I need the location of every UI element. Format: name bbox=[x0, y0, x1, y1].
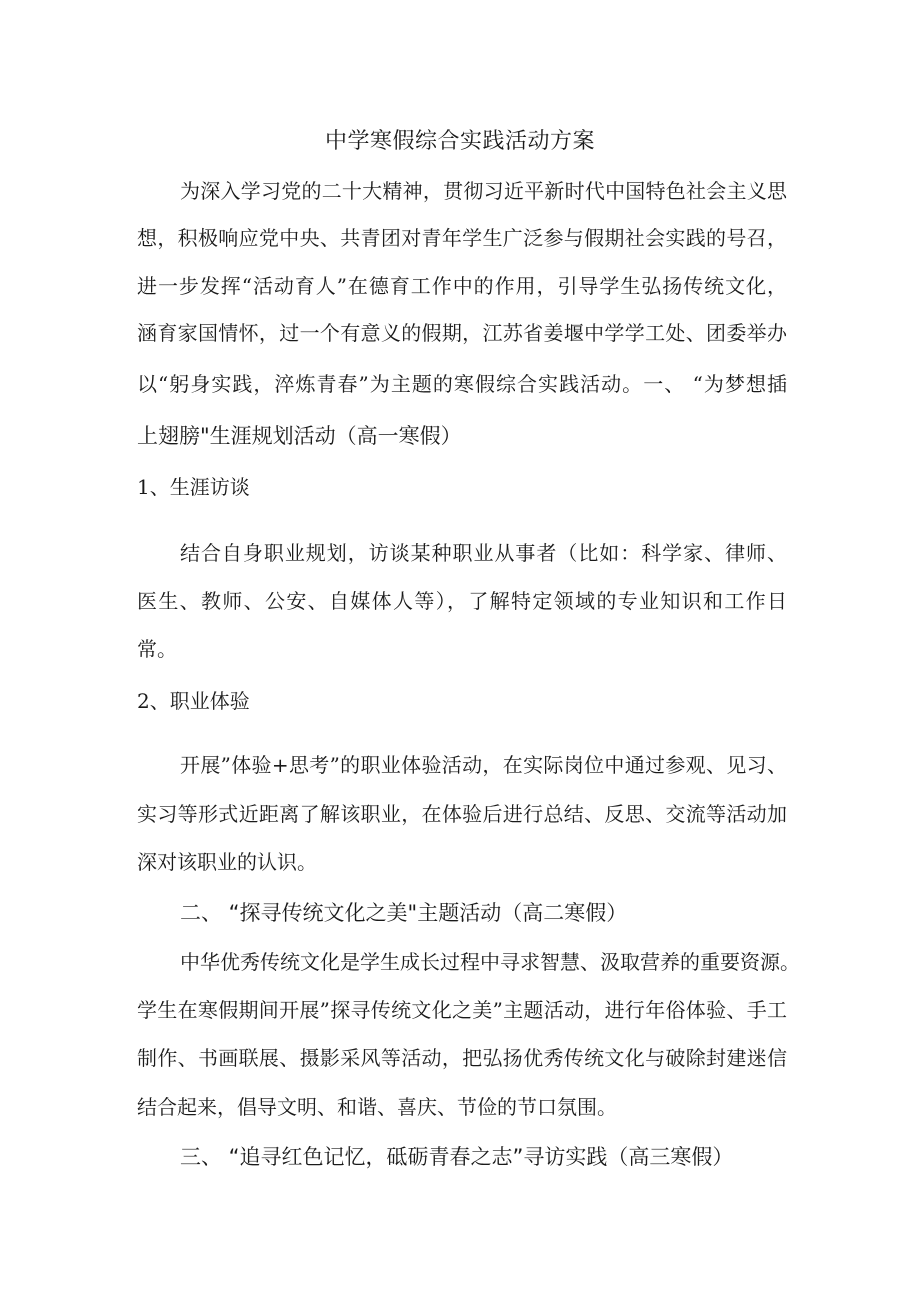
intro-line: 进一步发挥“活动育人”在德育工作中的作用，引导学生弘扬传统文化， bbox=[137, 274, 787, 298]
section2-heading: 二、 “探寻传统文化之美"主题活动（高二寒假） bbox=[180, 901, 628, 925]
section2-line: 结合起来，倡导文明、和谐、喜庆、节俭的节口氛围。 bbox=[137, 1095, 617, 1119]
section2-line: 制作、书画联展、摄影采风等活动，把弘扬优秀传统文化与破除封建迷信 bbox=[137, 1046, 787, 1070]
document-title: 中学寒假综合实践活动方案 bbox=[324, 129, 595, 154]
section1-heading: 上翅膀"生涯规划活动（高一寒假） bbox=[137, 424, 462, 448]
sub1-heading: 1、生涯访谈 bbox=[137, 475, 250, 499]
sub2-line: 开展”体验+思考”的职业体验活动，在实际岗位中通过参观、见习、 bbox=[180, 753, 787, 777]
section2-line: 中华优秀传统文化是学生成长过程中寻求智慧、汲取营养的重要资源。 bbox=[180, 950, 800, 974]
sub1-line: 结合自身职业规划，访谈某种职业从事者（比如：科学家、律师、 bbox=[180, 541, 787, 565]
sub2-line: 实习等形式近距离了解该职业，在体验后进行总结、反思、交流等活动加 bbox=[137, 802, 787, 826]
section3-heading: 三、 “追寻红色记忆，砥砺青春之志”寻访实践（高三寒假） bbox=[180, 1145, 734, 1169]
sub1-line: 医生、教师、公安、自媒体人等），了解特定领域的专业知识和工作日 bbox=[137, 589, 787, 613]
sub1-line: 常。 bbox=[137, 637, 177, 661]
section2-line: 学生在寒假期间开展”探寻传统文化之美”主题活动，进行年俗体验、手工 bbox=[137, 998, 787, 1022]
sub2-line: 深对该职业的认识。 bbox=[137, 850, 317, 874]
intro-line: 涵育家国情怀，过一个有意义的假期，江苏省姜堰中学学工处、团委举办 bbox=[137, 321, 787, 345]
intro-line-with-section1-heading: 以“躬身实践，淬炼青春”为主题的寒假综合实践活动。一、 “为梦想插 bbox=[137, 372, 787, 396]
intro-line: 想，积极响应党中央、共青团对青年学生广泛参与假期社会实践的号召， bbox=[137, 226, 787, 250]
intro-line: 为深入学习党的二十大精神，贯彻习近平新时代中国特色社会主义思 bbox=[180, 179, 787, 203]
sub2-heading: 2、职业体验 bbox=[137, 689, 250, 713]
